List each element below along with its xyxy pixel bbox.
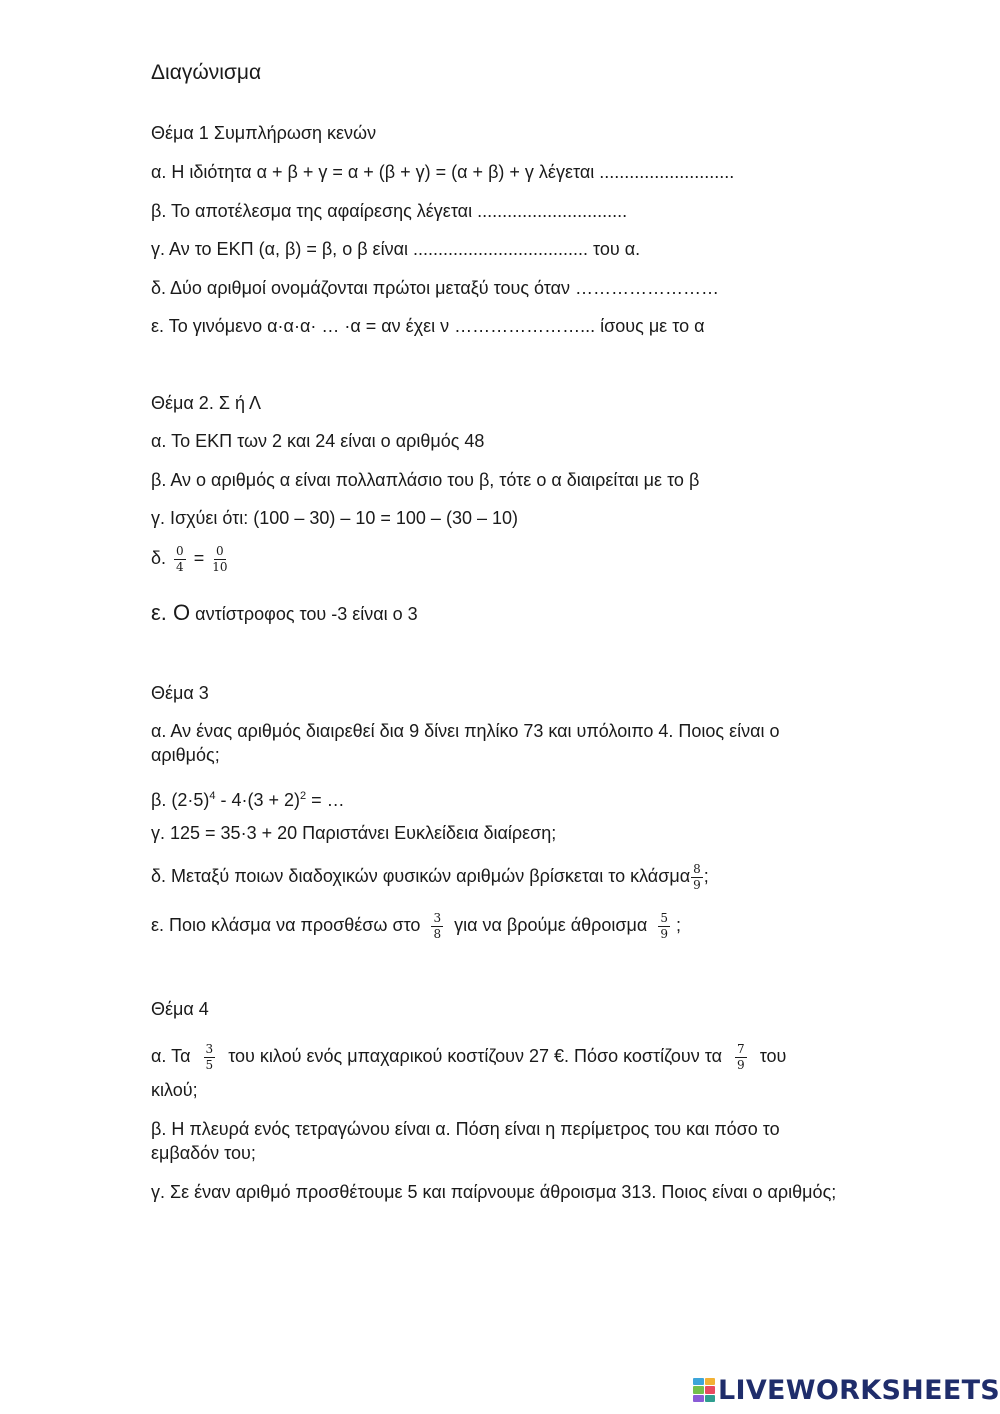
s3-item-e xyxy=(151,907,681,943)
logo-tile xyxy=(693,1386,704,1393)
s3-item-c: γ. 125 = 35·3 + 20 Παριστάνει Ευκλείδεια διαίρεση; xyxy=(151,823,557,843)
s4-item-b: β. Η πλευρά ενός τετραγώνου είναι α. Πόση είναι η περίμετρος του και πόσο το εμβαδόν του; xyxy=(151,1119,780,1163)
s3-b-exp1: 4 xyxy=(209,790,216,802)
fraction-numerator: 7 xyxy=(737,1041,745,1056)
s3-item-e-text2: για να βρούμε άθροισμα xyxy=(454,915,648,935)
fraction-8-9 xyxy=(691,863,703,892)
s3-item-e-text1: ε. Ποιο κλάσμα να προσθέσω στο xyxy=(151,915,421,935)
s1-item-a: α. Η ιδιότητα α + β + γ = α + (β + γ) = (α + β) + γ λέγεται ........................... xyxy=(151,162,735,182)
fraction-numerator: 0 xyxy=(216,543,224,558)
logo-tile xyxy=(705,1395,716,1402)
s2-item-e-text: αντίστροφος του -3 είναι ο 3 xyxy=(195,604,418,624)
page-title: Διαγώνισμα xyxy=(151,61,262,84)
s4-item-a-text2: του κιλού ενός μπαχαρικού κοστίζουν 27 €. Πόσο κοστίζουν τα xyxy=(228,1046,723,1066)
fraction-5-9 xyxy=(658,912,670,941)
fraction-numerator: 5 xyxy=(660,910,668,925)
s4-item-c: γ. Σε έναν αριθμό προσθέτουμε 5 και παίρνουμε άθροισμα 313. Ποιος είναι ο αριθμός; xyxy=(151,1182,837,1202)
fraction-0-4 xyxy=(174,545,186,574)
s1-item-d: δ. Δύο αριθμοί ονομάζονται πρώτοι μεταξύ τους όταν …………………… xyxy=(151,278,720,298)
logo-tile xyxy=(705,1378,716,1385)
section-2-heading: Θέμα 2. Σ ή Λ xyxy=(151,393,261,413)
fraction-7-9 xyxy=(735,1043,747,1072)
s3-item-b xyxy=(151,784,345,812)
fraction-numerator: 3 xyxy=(433,910,442,925)
logo-tile xyxy=(693,1378,704,1385)
s4-item-a-text3: του xyxy=(759,1046,787,1066)
fraction-numerator: 3 xyxy=(205,1041,214,1056)
liveworksheets-logo xyxy=(693,1375,1000,1405)
fraction-3-8 xyxy=(431,912,443,941)
s3-item-d xyxy=(151,858,709,894)
s3-b-part1: β. (2·5) xyxy=(151,790,210,810)
s3-item-d-text: δ. Μεταξύ ποιων διαδοχικών φυσικών αριθμών βρίσκεται το κλάσμα xyxy=(151,866,691,886)
fraction-0-10 xyxy=(212,545,227,574)
fraction-denominator: 8 xyxy=(433,926,442,941)
fraction-denominator: 4 xyxy=(176,559,184,574)
s3-b-exp2: 2 xyxy=(300,790,307,802)
s1-item-e: ε. Το γινόμενο α·α·α· … ·α = αν έχει ν …………………... ίσους με το α xyxy=(151,316,705,336)
logo-mark-icon xyxy=(693,1378,715,1402)
equals-sign: = xyxy=(193,548,205,568)
fraction-denominator: 9 xyxy=(737,1057,745,1072)
logo-text: LIVEWORKSHEETS xyxy=(718,1374,1000,1406)
s4-item-a xyxy=(151,1037,786,1075)
s3-item-e-end: ; xyxy=(675,915,681,935)
s3-item-d-end: ; xyxy=(703,866,709,886)
section-4-heading: Θέμα 4 xyxy=(151,999,209,1019)
fraction-denominator: 10 xyxy=(212,559,228,574)
s4-item-a-cont: κιλού; xyxy=(151,1080,198,1100)
fraction-denominator: 9 xyxy=(660,926,668,941)
s1-item-c: γ. Αν το ΕΚΠ (α, β) = β, ο β είναι ................................... του α. xyxy=(151,239,641,259)
s3-b-part2: - 4·(3 + 2) xyxy=(215,790,301,810)
fraction-numerator: 8 xyxy=(693,861,701,876)
logo-tile xyxy=(705,1386,716,1393)
section-1-heading: Θέμα 1 Συμπλήρωση κενών xyxy=(151,123,377,143)
s3-item-a: α. Αν ένας αριθμός διαιρεθεί δια 9 δίνει πηλίκο 73 και υπόλοιπο 4. Ποιος είναι ο αριθμός; xyxy=(151,721,780,765)
fraction-denominator: 5 xyxy=(205,1057,214,1072)
fraction-3-5 xyxy=(204,1043,216,1072)
logo-tile xyxy=(693,1395,704,1402)
s4-item-a-text1: α. Τα xyxy=(151,1046,191,1066)
s2-item-b: β. Αν ο αριθμός α είναι πολλαπλάσιο του β, τότε ο α διαιρείται με το β xyxy=(151,470,700,490)
s2-item-c: γ. Ισχύει ότι: (100 – 30) – 10 = 100 – (30 – 10) xyxy=(151,508,518,528)
s2-item-e xyxy=(151,601,418,626)
s2-item-a: α. Το ΕΚΠ των 2 και 24 είναι ο αριθμός 48 xyxy=(151,431,485,451)
s1-item-b: β. Το αποτέλεσμα της αφαίρεσης λέγεται .............................. xyxy=(151,201,628,221)
s2-item-d xyxy=(151,541,231,575)
fraction-numerator: 0 xyxy=(176,543,184,558)
section-3-heading: Θέμα 3 xyxy=(151,683,209,703)
s2-item-e-prefix: ε. Ο xyxy=(151,600,191,625)
fraction-denominator: 9 xyxy=(693,877,701,892)
s3-b-part3: = … xyxy=(306,790,345,810)
s2-item-d-prefix: δ. xyxy=(151,548,167,568)
